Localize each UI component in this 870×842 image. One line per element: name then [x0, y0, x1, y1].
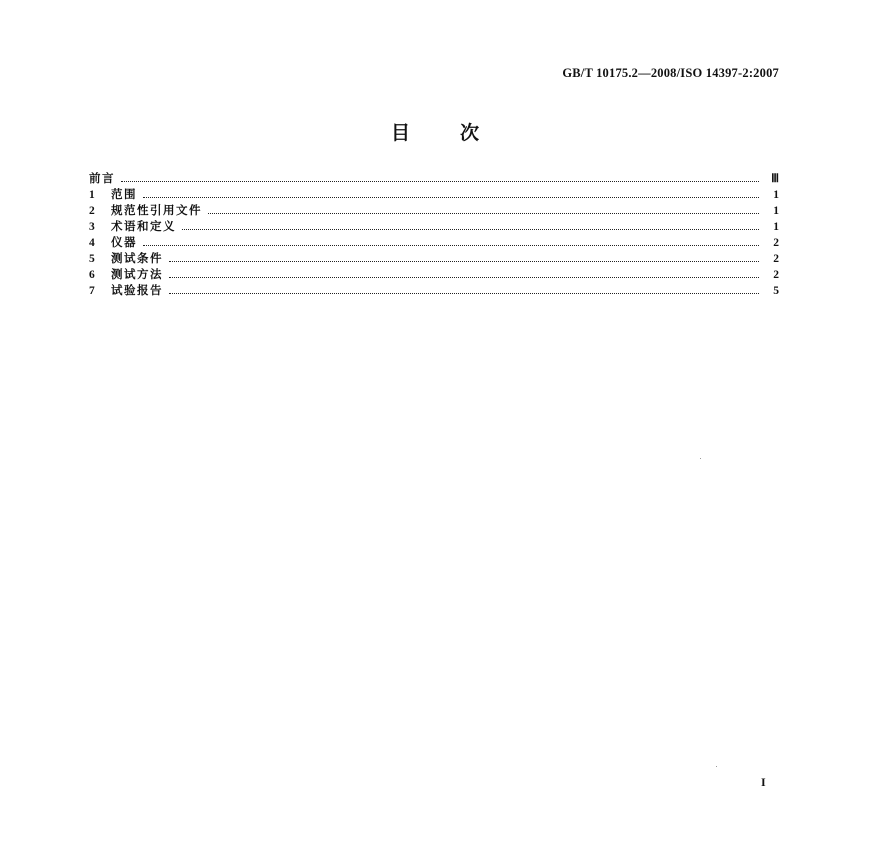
toc-leader-dots	[169, 293, 759, 294]
toc-entry-label: 规范性引用文件	[111, 203, 202, 217]
toc-entry[interactable]	[89, 250, 779, 266]
toc-entry-number: 2	[89, 205, 95, 217]
toc-title	[0, 118, 870, 145]
toc-leader-dots	[143, 245, 759, 246]
toc-entry-label: 术语和定义	[111, 219, 176, 233]
toc-entry-number: 6	[89, 269, 95, 281]
toc-entry-page: 2	[773, 253, 779, 265]
toc-entry-number: 5	[89, 253, 95, 265]
toc-title-char-1: 目	[390, 122, 410, 144]
scan-speck	[716, 766, 717, 767]
toc-entry-label: 前言	[89, 171, 115, 185]
toc-entry-number: 1	[89, 189, 95, 201]
toc-entry-page: 1	[773, 205, 779, 217]
scan-speck	[700, 458, 701, 459]
toc-entry-label: 仪器	[111, 235, 137, 249]
toc-entry-label: 范围	[111, 187, 137, 201]
toc-entry[interactable]	[89, 218, 779, 234]
standard-number: GB/T 10175.2—2008/ISO 14397-2:2007	[562, 66, 779, 80]
toc-entry[interactable]	[89, 202, 779, 218]
toc-leader-dots	[169, 261, 759, 262]
page-number: I	[761, 775, 766, 789]
toc-leader-dots	[121, 181, 759, 182]
toc-entry-page: Ⅲ	[771, 173, 779, 185]
toc-entry-number: 7	[89, 285, 95, 297]
toc-entry-page: 2	[773, 269, 779, 281]
toc-entry[interactable]	[89, 266, 779, 282]
toc-entry-label: 试验报告	[111, 283, 163, 297]
toc-entry-number: 4	[89, 237, 95, 249]
toc-entry-page: 1	[773, 189, 779, 201]
toc-leader-dots	[182, 229, 759, 230]
toc-entry-label: 测试条件	[111, 251, 163, 265]
toc-entry[interactable]	[89, 186, 779, 202]
table-of-contents	[89, 170, 779, 298]
toc-entry-page: 5	[773, 285, 779, 297]
toc-leader-dots	[169, 277, 759, 278]
toc-leader-dots	[208, 213, 759, 214]
toc-leader-dots	[143, 197, 759, 198]
toc-entry-page: 1	[773, 221, 779, 233]
toc-entry[interactable]	[89, 234, 779, 250]
toc-entry-number: 3	[89, 221, 95, 233]
toc-entry[interactable]	[89, 170, 779, 186]
toc-entry[interactable]	[89, 282, 779, 298]
toc-title-char-2: 次	[460, 122, 480, 144]
toc-entry-label: 测试方法	[111, 267, 163, 281]
toc-entry-page: 2	[773, 237, 779, 249]
